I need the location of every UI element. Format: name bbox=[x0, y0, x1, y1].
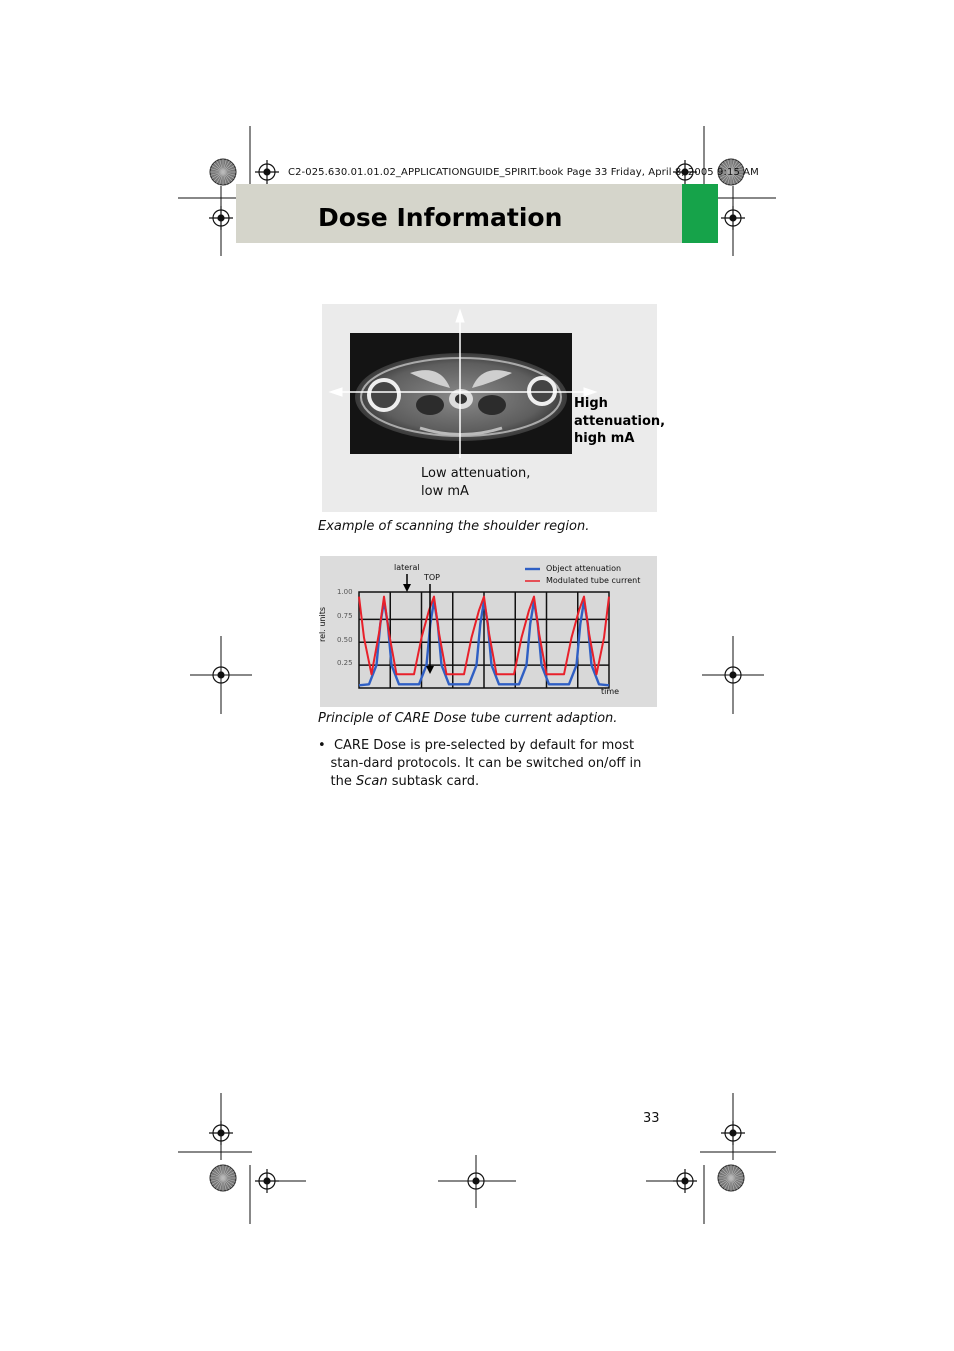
annotation-arrowhead bbox=[403, 584, 411, 592]
figure2-caption: Principle of CARE Dose tube current adaption. bbox=[318, 711, 618, 726]
annotation-top: TOP bbox=[424, 573, 441, 582]
figure1-caption: Example of scanning the shoulder region. bbox=[318, 519, 590, 534]
page-title: Dose Information bbox=[318, 203, 563, 232]
annotation-lateral: lateral bbox=[394, 563, 420, 572]
scan-term: Scan bbox=[355, 774, 388, 789]
x-axis-label: time bbox=[601, 687, 620, 696]
page-number: 33 bbox=[643, 1111, 660, 1126]
bullet-paragraph: • CARE Dose is pre-selected by default for most stan-dard protocols. It can be switched on/off in the Scan subtask card. bbox=[318, 738, 642, 789]
y-tick-label: 1.00 bbox=[337, 588, 353, 596]
section-color-tab bbox=[682, 184, 718, 243]
legend-entry-modulated-tube-current: Modulated tube current bbox=[546, 576, 641, 585]
bullet-symbol: • bbox=[318, 738, 326, 753]
y-tick-label: 0.75 bbox=[337, 612, 353, 620]
book-header-line: C2-025.630.01.01.02_APPLICATIONGUIDE_SPIRIT.book Page 33 Friday, April 8, 2005 9:15 AM bbox=[288, 167, 759, 178]
y-tick-label: 0.50 bbox=[337, 636, 353, 644]
high-attenuation-label: High attenuation, high mA bbox=[574, 396, 666, 446]
y-tick-label: 0.25 bbox=[337, 659, 353, 667]
y-axis-label: rel. units bbox=[318, 606, 327, 642]
legend-entry-object-attenuation: Object attenuation bbox=[546, 564, 622, 573]
low-attenuation-label: Low attenuation, low mA bbox=[421, 466, 531, 499]
